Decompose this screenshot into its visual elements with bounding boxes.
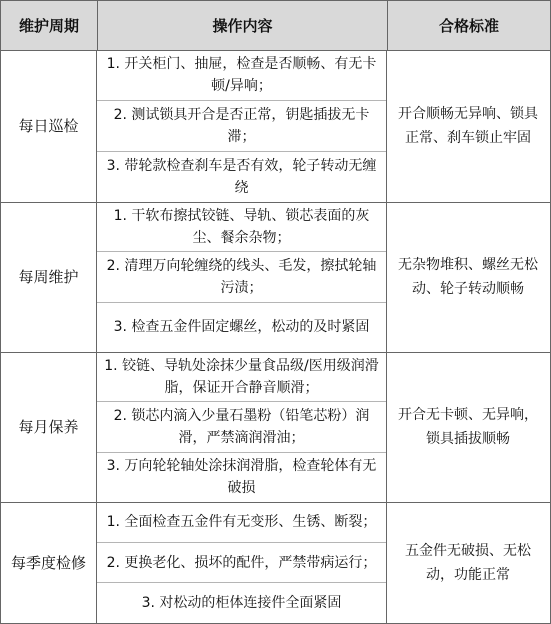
operation-item: 3. 对松动的柜体连接件全面紧固 bbox=[141, 595, 342, 612]
row-daily bbox=[0, 50, 551, 203]
row-monthly bbox=[0, 352, 551, 503]
period-cell: 每日巡检 bbox=[1, 50, 97, 202]
header-standard: 合格标准 bbox=[438, 17, 499, 35]
period-cell: 每季度检修 bbox=[1, 502, 97, 623]
operation-item: 3. 检查五金件固定螺丝，松动的及时紧固 bbox=[113, 319, 370, 336]
operations-cell bbox=[97, 202, 387, 352]
operation-item: 1. 干软布擦拭铰链、导轨、锁芯表面的灰尘、餐余杂物； bbox=[97, 202, 386, 252]
operation-item: 1. 全面检查五金件有无变形、生锈、断裂； bbox=[97, 502, 386, 543]
standard-cell: 无杂物堆积、螺丝无松动、轮子转动顺畅 bbox=[398, 257, 538, 297]
operation-item: 1. 开关柜门、抽屉，检查是否顺畅、有无卡顿/异响； bbox=[97, 50, 386, 101]
operation-item: 2. 锁芯内滴入少量石墨粉（铅笔芯粉）润滑，严禁滴润滑油； bbox=[97, 402, 386, 452]
row-weekly bbox=[0, 202, 551, 353]
operation-item: 2. 测试锁具开合是否正常，钥匙插拔无卡滞； bbox=[97, 101, 386, 152]
header-period: 维护周期 bbox=[1, 1, 98, 50]
period-cell: 每周维护 bbox=[1, 202, 97, 352]
operation-item: 2. 更换老化、损坏的配件，严禁带病运行； bbox=[97, 543, 386, 584]
operation-item: 2. 清理万向轮缠绕的线头、毛发，擦拭轮轴污渍； bbox=[97, 252, 386, 302]
standard-cell: 开合无卡顿、无异响，锁具插拔顺畅 bbox=[398, 407, 538, 447]
operation-item: 3. 万向轮轮轴处涂抹润滑脂，检查轮体有无破损 bbox=[106, 458, 377, 497]
operations-cell bbox=[97, 352, 387, 502]
operations-cell bbox=[97, 502, 387, 623]
row-quarterly bbox=[0, 502, 551, 624]
operations-cell bbox=[97, 50, 387, 202]
standard-cell: 五金件无破损、无松动，功能正常 bbox=[405, 542, 531, 583]
standard-cell: 开合顺畅无异响、锁具正常、刹车锁止牢固 bbox=[398, 106, 538, 146]
period-cell: 每月保养 bbox=[1, 352, 97, 502]
header-operations: 操作内容 bbox=[98, 1, 388, 50]
operation-item: 3. 带轮款检查刹车是否有效，轮子转动无缠绕 bbox=[106, 158, 377, 196]
operation-item: 1. 铰链、导轨处涂抹少量食品级/医用级润滑脂，保证开合静音顺滑； bbox=[97, 352, 386, 402]
table-header bbox=[0, 0, 551, 51]
